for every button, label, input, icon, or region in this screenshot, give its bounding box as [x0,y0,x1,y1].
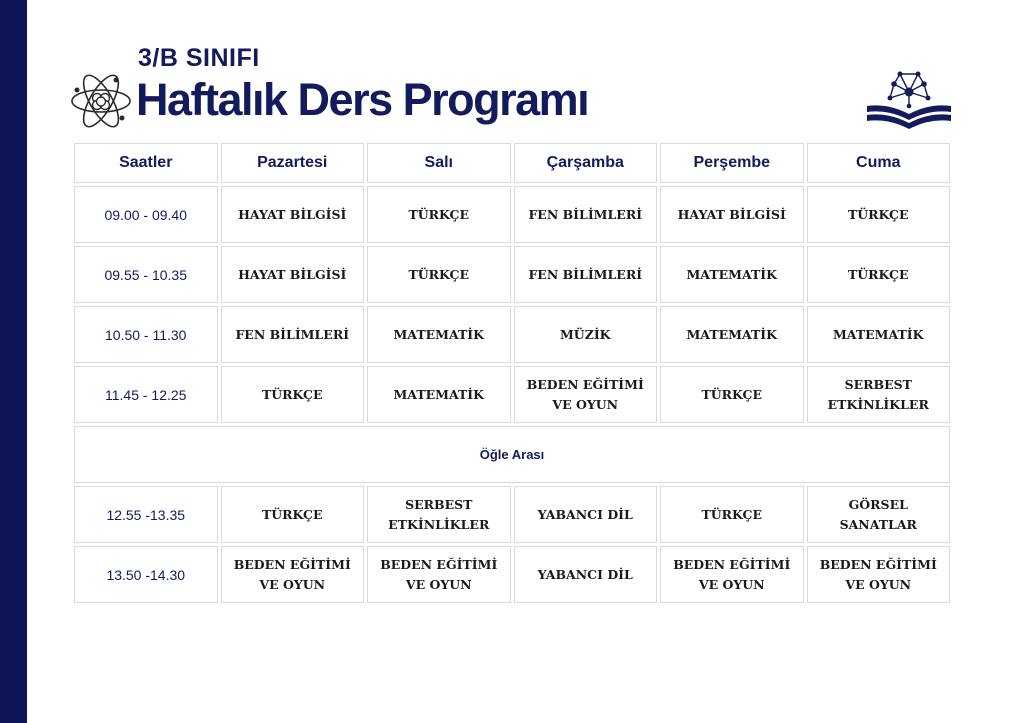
lesson-cell: BEDEN EĞİTİMİ VE OYUN [514,366,658,423]
header-carsamba: Çarşamba [514,143,658,183]
header-sali: Salı [367,143,511,183]
lesson-cell: TÜRKÇE [807,246,951,303]
table-row [74,366,950,423]
lesson-cell: TÜRKÇE [660,486,804,543]
lesson-cell: SERBEST ETKİNLİKLER [367,486,511,543]
lesson-cell: MATEMATİK [367,306,511,363]
lesson-cell: HAYAT BİLGİSİ [660,186,804,243]
time-cell: 13.50 -14.30 [74,546,218,603]
lesson-cell: MATEMATİK [660,306,804,363]
atom-icon [70,70,132,132]
lesson-cell: YABANCI DİL [514,546,658,603]
time-cell: 09.55 - 10.35 [74,246,218,303]
time-cell: 12.55 -13.35 [74,486,218,543]
table-row [74,246,950,303]
header-cuma: Cuma [807,143,951,183]
lesson-cell: TÜRKÇE [367,246,511,303]
lesson-cell: TÜRKÇE [221,486,365,543]
lesson-cell: YABANCI DİL [514,486,658,543]
table-row [74,486,950,543]
break-row [74,426,950,483]
lesson-cell: MATEMATİK [660,246,804,303]
lesson-cell: MATEMATİK [367,366,511,423]
lesson-cell: FEN BİLİMLERİ [514,186,658,243]
lesson-cell: FEN BİLİMLERİ [514,246,658,303]
table-row [74,546,950,603]
header-persembe: Perşembe [660,143,804,183]
time-cell: 11.45 - 12.25 [74,366,218,423]
lesson-cell: TÜRKÇE [367,186,511,243]
lesson-cell: BEDEN EĞİTİMİ VE OYUN [660,546,804,603]
table-row [74,306,950,363]
schedule-table [71,140,953,606]
page-title: Haftalık Ders Programı [136,74,589,125]
lesson-cell: BEDEN EĞİTİMİ VE OYUN [221,546,365,603]
lunch-break-label: Öğle Arası [74,426,950,483]
time-cell: 09.00 - 09.40 [74,186,218,243]
lesson-cell: SERBEST ETKİNLİKLER [807,366,951,423]
header-pazartesi: Pazartesi [221,143,365,183]
lesson-cell: BEDEN EĞİTİMİ VE OYUN [807,546,951,603]
header-saatler: Saatler [74,143,218,183]
lesson-cell: TÜRKÇE [660,366,804,423]
lesson-cell: HAYAT BİLGİSİ [221,246,365,303]
lesson-cell: MÜZİK [514,306,658,363]
time-cell: 10.50 - 11.30 [74,306,218,363]
class-name: 3/B SINIFI [138,44,260,72]
side-bar [0,0,27,723]
header-row [74,143,950,183]
lesson-cell: TÜRKÇE [221,366,365,423]
table-row [74,186,950,243]
lesson-cell: TÜRKÇE [807,186,951,243]
lesson-cell: FEN BİLİMLERİ [221,306,365,363]
open-book-network-icon [864,70,954,132]
lesson-cell: BEDEN EĞİTİMİ VE OYUN [367,546,511,603]
lesson-cell: HAYAT BİLGİSİ [221,186,365,243]
lesson-cell: MATEMATİK [807,306,951,363]
lesson-cell: GÖRSEL SANATLAR [807,486,951,543]
